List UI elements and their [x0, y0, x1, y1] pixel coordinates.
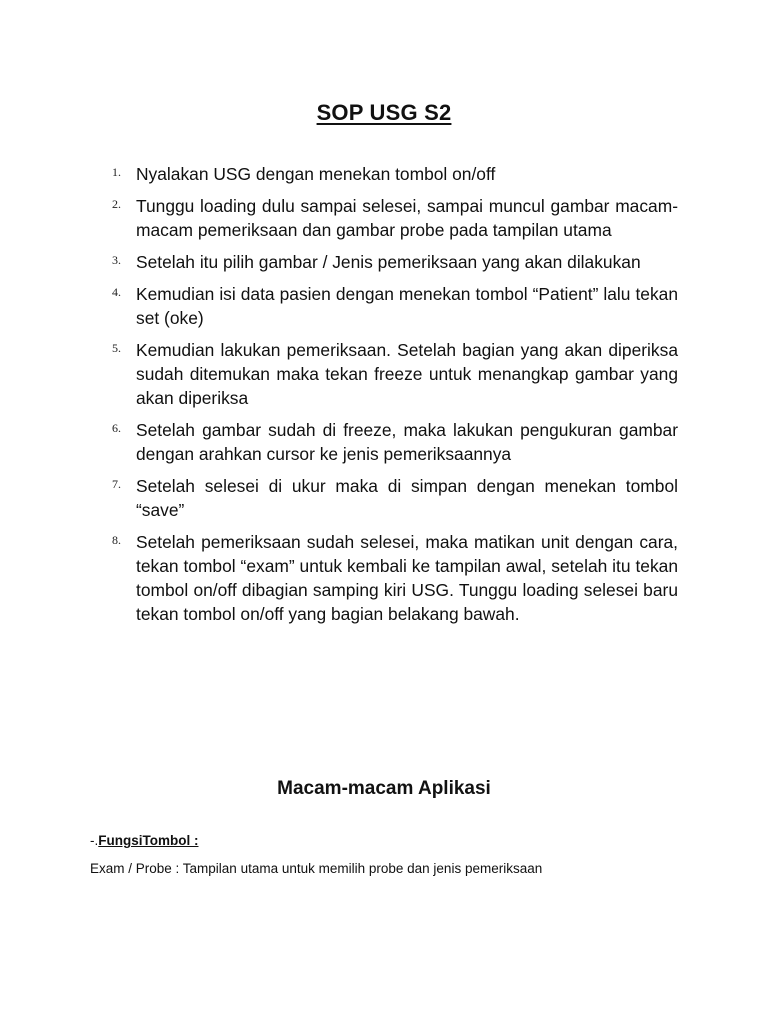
step-number: 6. — [112, 421, 121, 435]
list-item — [112, 194, 678, 242]
step-number: 7. — [112, 477, 121, 491]
list-item — [112, 418, 678, 466]
step-text: Kemudian isi data pasien dengan menekan tombol “Patient” lalu tekan set (oke) — [136, 284, 678, 328]
sub-heading-prefix: -. — [90, 833, 99, 848]
sub-heading — [90, 833, 198, 848]
step-number: 8. — [112, 533, 121, 547]
document-title: SOP USG S2 — [316, 100, 452, 125]
step-text: Nyalakan USG dengan menekan tombol on/off — [136, 164, 496, 184]
step-number: 5. — [112, 341, 121, 355]
step-text: Kemudian lakukan pemeriksaan. Setelah bagian yang akan diperiksa sudah ditemukan maka tekan freeze untuk menangkap gambar yang akan diperiksa — [136, 340, 678, 408]
exam-probe-description: Exam / Probe : Tampilan utama untuk memilih probe dan jenis pemeriksaan — [90, 861, 543, 876]
step-number: 4. — [112, 285, 121, 299]
step-text: Setelah pemeriksaan sudah selesei, maka matikan unit dengan cara, tekan tombol “exam” untuk kembali ke tampilan awal, setelah itu tekan tombol on/off dibagian samping kiri USG. Tunggu loading selesei baru tekan tombol on/off yang bagian belakang bawah. — [136, 532, 678, 624]
step-number: 3. — [112, 253, 121, 267]
list-item — [112, 338, 678, 410]
step-text: Setelah gambar sudah di freeze, maka lakukan pengukuran gambar dengan arahkan cursor ke jenis pemeriksaannya — [136, 420, 678, 464]
step-text: Setelah selesei di ukur maka di simpan dengan menekan tombol “save” — [136, 476, 678, 520]
sub-heading-label: FungsiTombol : — [98, 833, 199, 848]
list-item — [112, 474, 678, 522]
step-number: 1. — [112, 165, 121, 179]
section-title: Macam-macam Aplikasi — [277, 778, 491, 799]
list-item — [112, 162, 678, 186]
step-text: Setelah itu pilih gambar / Jenis pemeriksaan yang akan dilakukan — [136, 252, 641, 272]
steps-list — [112, 162, 678, 634]
list-item — [112, 250, 678, 274]
list-item — [112, 282, 678, 330]
step-text: Tunggu loading dulu sampai selesei, sampai muncul gambar macam-macam pemeriksaan dan gambar probe pada tampilan utama — [136, 196, 678, 240]
list-item — [112, 530, 678, 626]
step-number: 2. — [112, 197, 121, 211]
